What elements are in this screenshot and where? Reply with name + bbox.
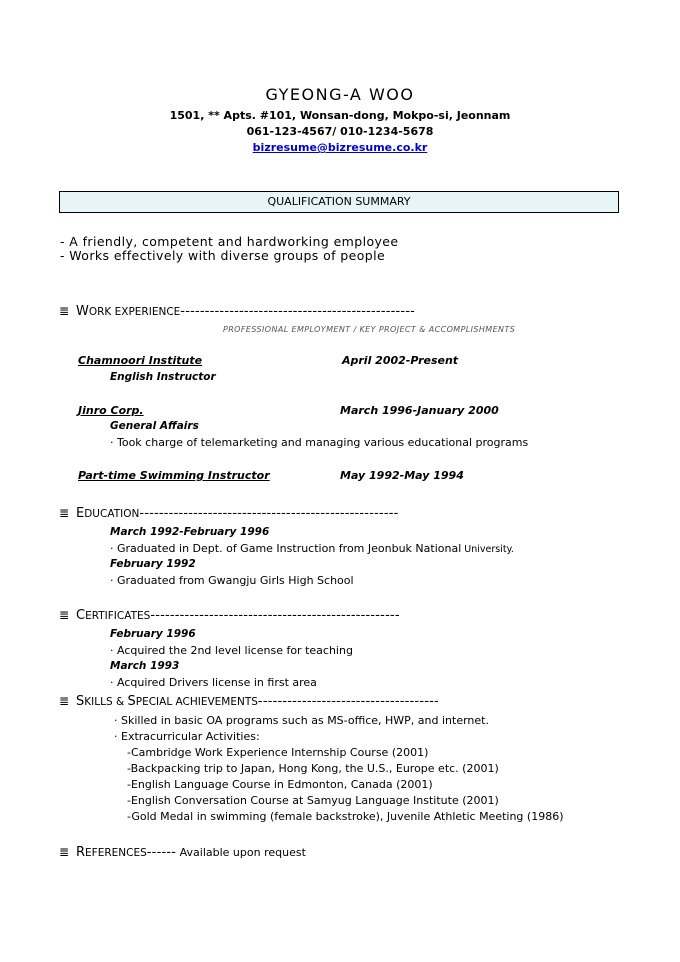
work-subheading: PROFESSIONAL EMPLOYMENT / KEY PROJECT & ACCOMPLISHMENTS — [223, 325, 516, 334]
list-mark-icon: ≣ — [59, 694, 70, 708]
education-heading: ≣ EDUCATION----------------------------------------------------- — [59, 506, 399, 521]
activity-item: -Cambridge Work Experience Internship Course (2001) — [127, 746, 429, 759]
certificate-date: March 1993 — [110, 660, 180, 672]
job-detail: · Took charge of telemarketing and managing various educational programs — [110, 436, 529, 449]
job-org: Part-time Swimming Instructor — [78, 469, 270, 482]
email-link[interactable]: bizresume@bizresume.co.kr — [252, 141, 428, 154]
skill-item: · Extracurricular Activities: — [114, 730, 260, 743]
job-date: April 2002-Present — [342, 354, 459, 367]
list-mark-icon: ≣ — [59, 304, 70, 318]
job-role: English Instructor — [110, 371, 216, 383]
job-role: General Affairs — [110, 420, 199, 432]
qualification-item: - Works effectively with diverse groups of people — [60, 248, 386, 263]
resume-name: GYEONG-A WOO — [265, 85, 415, 104]
activity-item: -Gold Medal in swimming (female backstroke), Juvenile Athletic Meeting (1986) — [127, 810, 564, 823]
qualification-summary-heading: QUALIFICATION SUMMARY — [59, 191, 619, 213]
job-date: March 1996-January 2000 — [340, 404, 499, 417]
education-date: March 1992-February 1996 — [110, 526, 270, 538]
certificate-detail: · Acquired the 2nd level license for teaching — [110, 644, 353, 657]
skills-heading: ≣ SKILLS & SPECIAL ACHIEVEMENTS------------------------------------- — [59, 694, 439, 709]
education-detail: · Graduated from Gwangju Girls High School — [110, 574, 354, 587]
job-date: May 1992-May 1994 — [340, 469, 464, 482]
phone-numbers: 061-123-4567/ 010-1234-5678 — [246, 125, 434, 138]
list-mark-icon: ≣ — [59, 506, 70, 520]
skill-item: · Skilled in basic OA programs such as MS-office, HWP, and internet. — [114, 714, 489, 727]
education-date: February 1992 — [110, 558, 196, 570]
activity-item: -English Conversation Course at Samyug Language Institute (2001) — [127, 794, 499, 807]
certificates-heading: ≣ CERTIFICATES--------------------------------------------------- — [59, 608, 400, 623]
list-mark-icon: ≣ — [59, 608, 70, 622]
certificate-detail: · Acquired Drivers license in first area — [110, 676, 317, 689]
education-detail: · Graduated in Dept. of Game Instruction from Jeonbuk National University. — [110, 542, 514, 555]
qualification-item: - A friendly, competent and hardworking employee — [60, 234, 399, 249]
certificate-date: February 1996 — [110, 628, 196, 640]
job-org: Jinro Corp. — [78, 404, 144, 417]
work-experience-heading: ≣ WORK EXPERIENCE------------------------------------------------ — [59, 304, 416, 319]
activity-item: -Backpacking trip to Japan, Hong Kong, the U.S., Europe etc. (2001) — [127, 762, 499, 775]
references-heading: ≣ REFERENCES------ Available upon request — [59, 845, 306, 860]
references-text: Available upon request — [176, 846, 306, 859]
address: 1501, ** Apts. #101, Wonsan-dong, Mokpo-si, Jeonnam — [169, 109, 511, 122]
job-org: Chamnoori Institute — [78, 354, 203, 367]
activity-item: -English Language Course in Edmonton, Canada (2001) — [127, 778, 433, 791]
list-mark-icon: ≣ — [59, 845, 70, 859]
